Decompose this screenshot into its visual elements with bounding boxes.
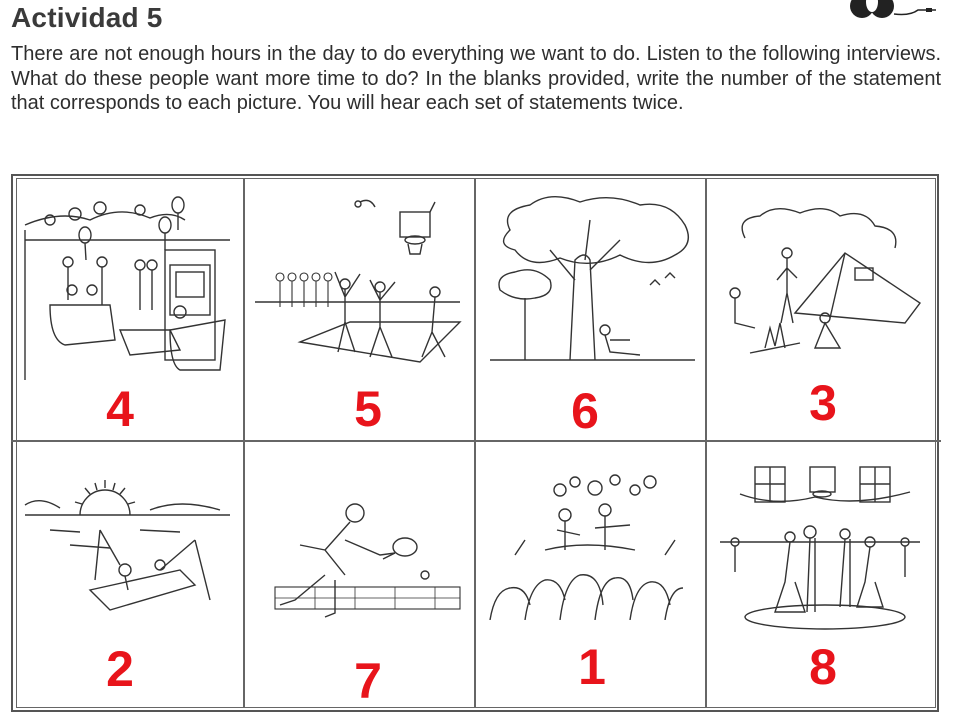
answer-number: 1 bbox=[578, 639, 606, 695]
answer-number: 3 bbox=[809, 375, 837, 431]
answer-number: 4 bbox=[106, 381, 134, 437]
party-scene bbox=[20, 190, 240, 385]
reading-under-tree-scene bbox=[490, 190, 695, 375]
dance-scene bbox=[715, 462, 925, 637]
grid-divider bbox=[474, 178, 476, 708]
camping-scene bbox=[715, 198, 925, 368]
headphones-icon bbox=[840, 0, 950, 28]
activity-title: Actividad 5 bbox=[11, 2, 163, 33]
tennis-scene bbox=[255, 495, 465, 625]
answer-number: 7 bbox=[354, 653, 382, 709]
fishing-boat-scene bbox=[20, 470, 240, 630]
answer-number: 6 bbox=[571, 383, 599, 439]
instructions-text: There are not enough hours in the day to do everything we want to do. Listen to the following interviews. What do these people want more time to do? In the blanks provided, write the number of the statement that corresponds to each picture. You will hear each set of statements twice. bbox=[11, 43, 941, 114]
answer-number: 8 bbox=[809, 639, 837, 695]
answer-number: 5 bbox=[354, 381, 382, 437]
grid-divider bbox=[243, 178, 245, 708]
answer-number: 2 bbox=[106, 641, 134, 697]
concert-scene bbox=[485, 470, 695, 620]
grid-divider bbox=[705, 178, 707, 708]
grid-divider bbox=[11, 440, 941, 442]
basketball-scene bbox=[250, 192, 470, 372]
